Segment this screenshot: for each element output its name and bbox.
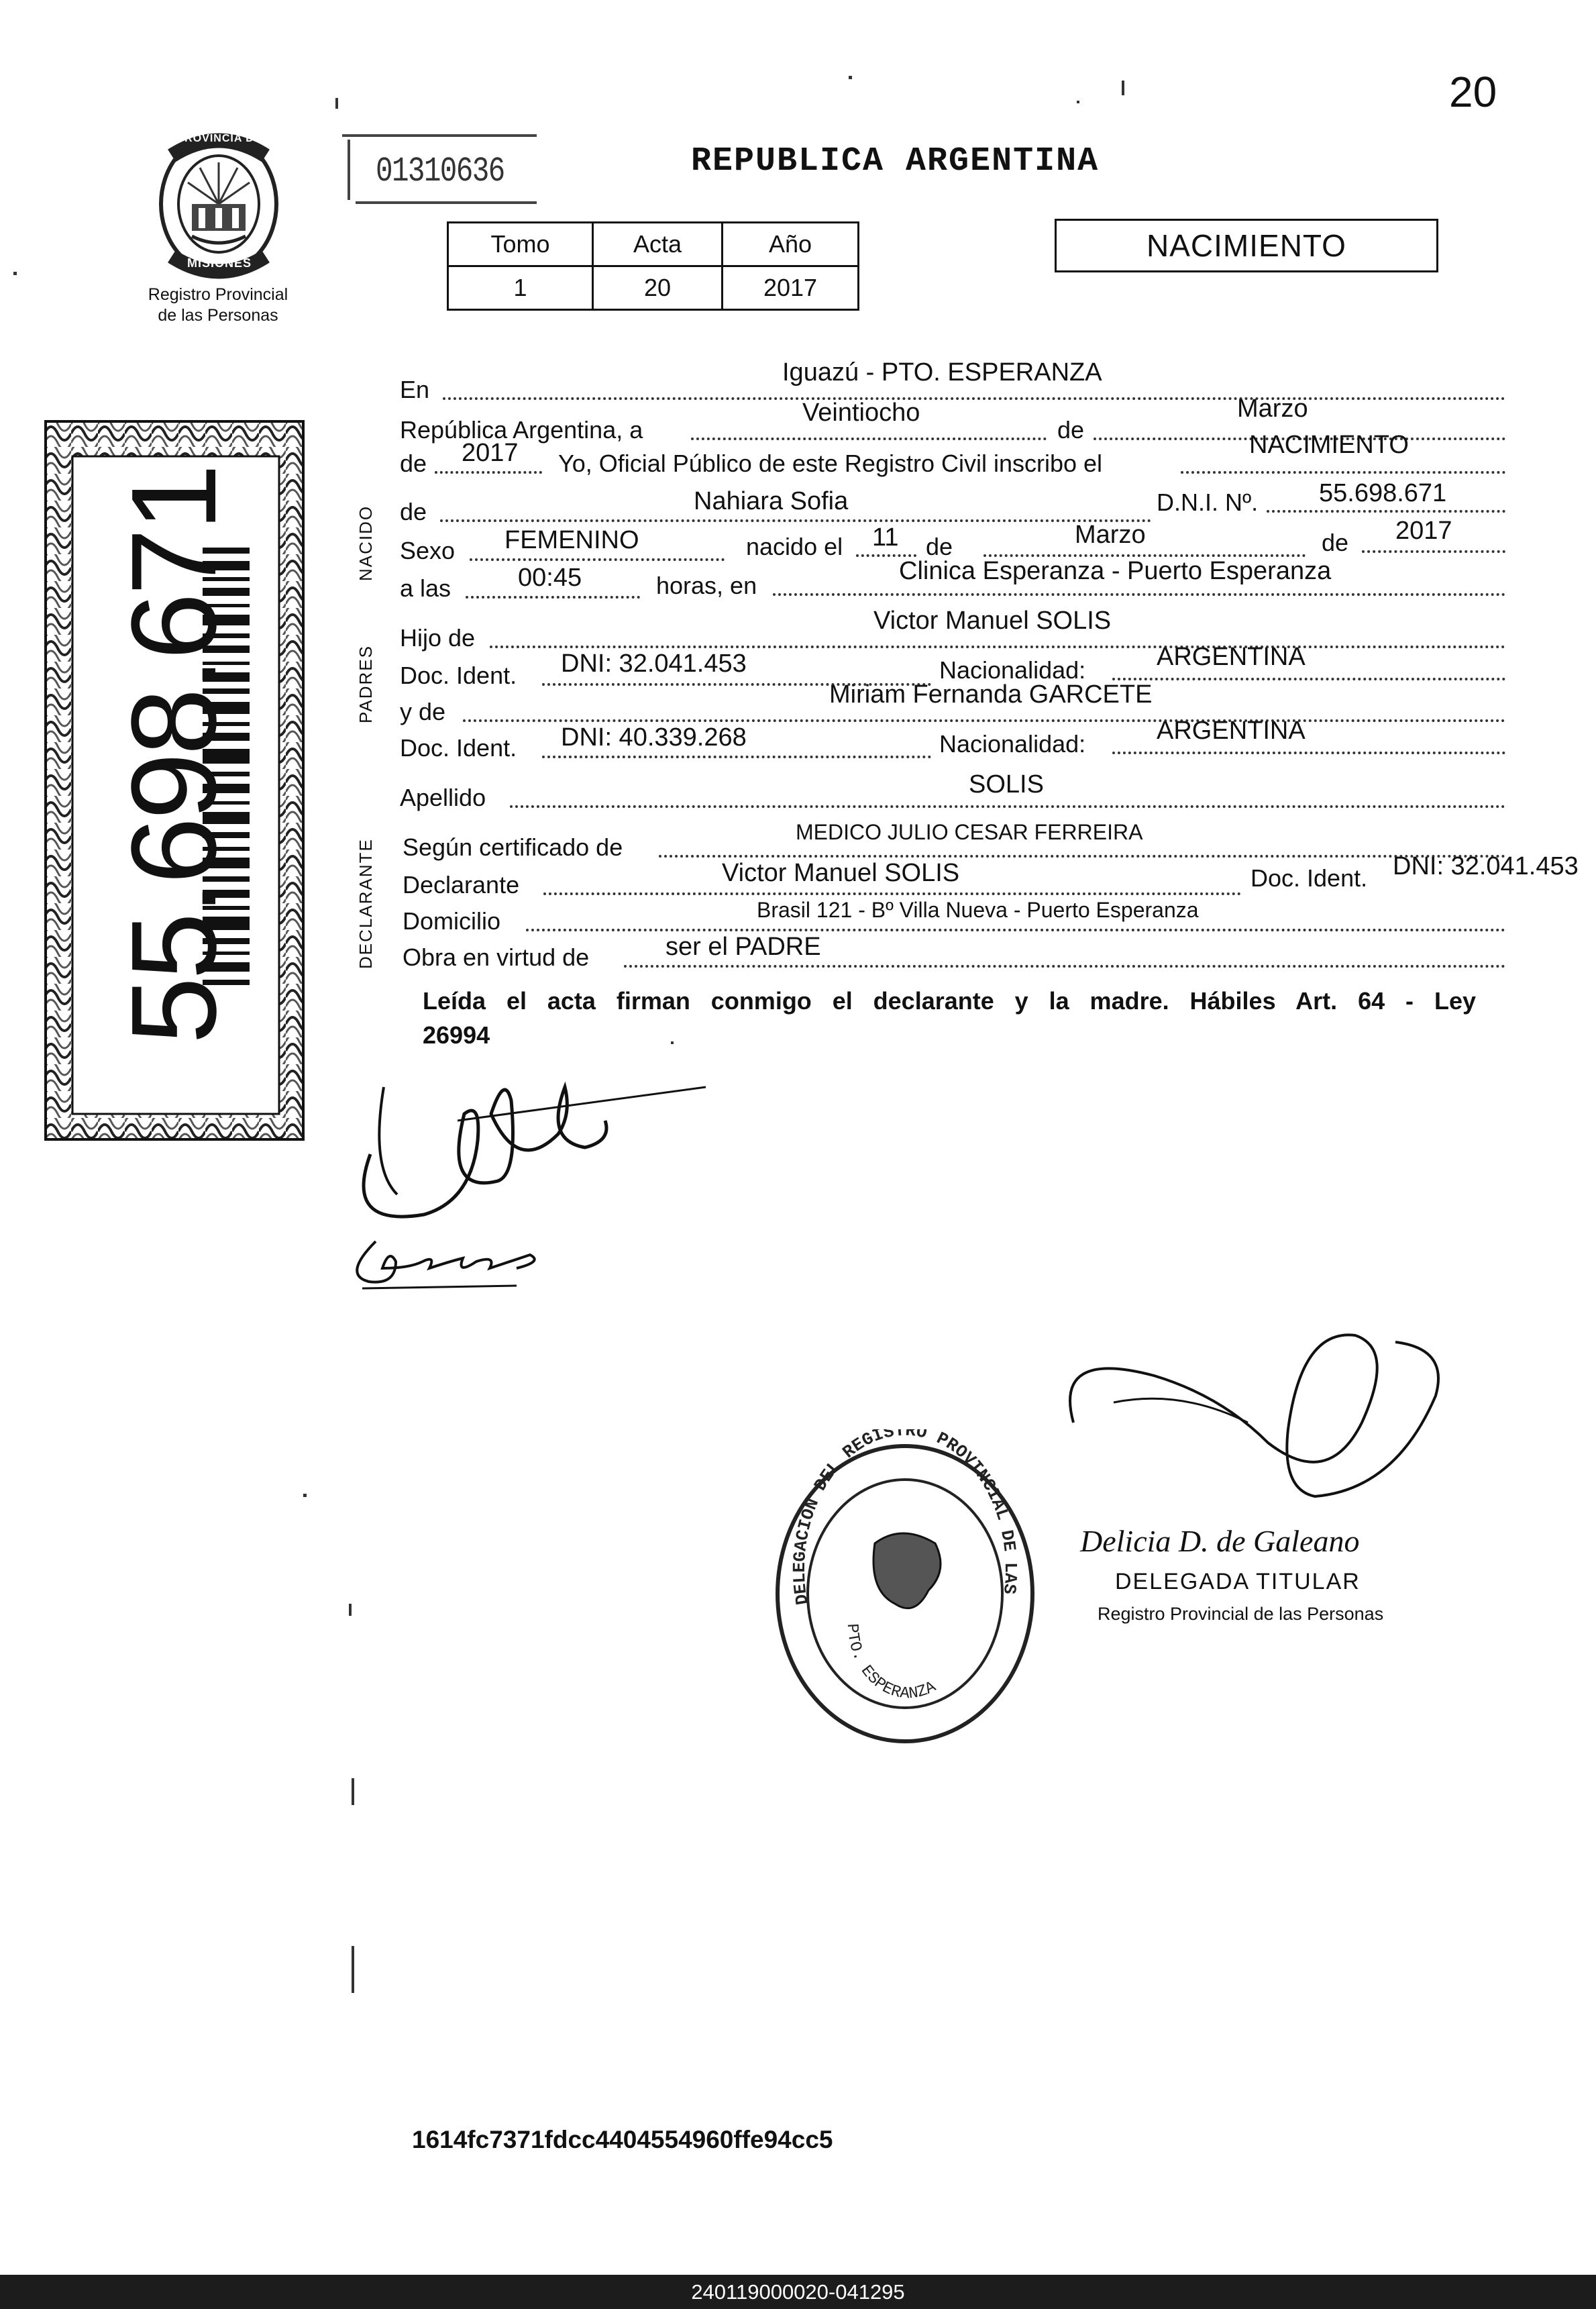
document-type: NACIMIENTO bbox=[1055, 219, 1438, 272]
dotted-line bbox=[440, 519, 1151, 522]
dni-large-text: 55.698.671 bbox=[107, 466, 242, 1044]
dni-barcode-card bbox=[44, 420, 305, 1141]
value-sex: FEMENINO bbox=[504, 526, 639, 554]
value-address: Brasil 121 - Bº Villa Nueva - Puerto Esperanza bbox=[757, 898, 1199, 922]
value-child-name: Nahiara Sofia bbox=[694, 487, 849, 515]
value-act-type: NACIMIENTO bbox=[1249, 431, 1409, 459]
serial-frame-side bbox=[348, 140, 350, 200]
value-birth-month: Marzo bbox=[1075, 521, 1146, 549]
registry-caption-line2: de las Personas bbox=[158, 306, 278, 325]
scan-speck bbox=[1077, 101, 1079, 103]
dotted-line bbox=[1362, 550, 1505, 553]
label-horas-en: horas, en bbox=[656, 572, 757, 599]
label-a-las: a las bbox=[400, 574, 451, 602]
record-header-acta: Acta bbox=[593, 223, 723, 266]
dotted-line bbox=[435, 471, 542, 474]
dotted-line bbox=[659, 855, 1505, 858]
dotted-line bbox=[510, 805, 1505, 808]
value-father-doc: DNI: 32.041.453 bbox=[561, 650, 747, 678]
value-surname: SOLIS bbox=[969, 770, 1044, 799]
scan-speck bbox=[849, 76, 852, 79]
value-year: 2017 bbox=[462, 439, 519, 467]
page-number: 20 bbox=[1449, 68, 1497, 116]
footer-code: 240119000020-041295 bbox=[0, 2275, 1596, 2309]
value-mother-doc: DNI: 40.339.268 bbox=[561, 723, 747, 752]
record-value-tomo: 1 bbox=[448, 266, 593, 310]
dotted-line bbox=[691, 438, 1047, 440]
dotted-line bbox=[543, 892, 1241, 895]
label-de-month: de bbox=[1057, 416, 1085, 444]
label-de-name: de bbox=[400, 498, 427, 525]
scan-speck bbox=[352, 1946, 354, 1993]
mother-signature bbox=[349, 1221, 550, 1295]
dotted-line bbox=[773, 593, 1505, 596]
scan-speck bbox=[335, 98, 338, 109]
record-header-ano: Año bbox=[723, 223, 859, 266]
dotted-line bbox=[463, 719, 1505, 722]
official-organization: Registro Provincial de las Personas bbox=[1098, 1604, 1384, 1624]
label-republica: República Argentina, a bbox=[400, 416, 643, 444]
stamp-inner-text: PTO. ESPERANZA bbox=[842, 1623, 939, 1704]
value-mother-nationality: ARGENTINA bbox=[1157, 717, 1306, 745]
dotted-line bbox=[1112, 752, 1505, 754]
label-de-birth-month: de bbox=[926, 533, 953, 560]
dotted-line bbox=[1267, 510, 1505, 513]
label-de-year: de bbox=[400, 450, 427, 477]
side-label-declarante: DECLARANTE bbox=[356, 838, 376, 969]
serial-frame-bottom bbox=[356, 201, 537, 204]
label-dni: D.N.I. Nº. bbox=[1157, 489, 1259, 516]
scan-speck bbox=[13, 272, 17, 275]
label-apellido: Apellido bbox=[400, 784, 486, 811]
scan-speck bbox=[349, 1604, 352, 1616]
record-value-acta: 20 bbox=[593, 266, 723, 310]
document-hash: 1614fc7371fdcc4404554960ffe94cc5 bbox=[412, 2126, 833, 2153]
value-father-nationality: ARGENTINA bbox=[1157, 643, 1306, 671]
closing-statement: Leída el acta firman conmigo el declarante y la madre. Hábiles Art. 64 - Ley bbox=[423, 987, 1476, 1015]
label-domicilio: Domicilio bbox=[403, 907, 501, 935]
record-value-row bbox=[448, 266, 859, 310]
record-value-ano: 2017 bbox=[723, 266, 859, 310]
label-doc-ident-father: Doc. Ident. bbox=[400, 662, 517, 689]
value-father-name: Victor Manuel SOLIS bbox=[873, 607, 1112, 635]
official-name: Delicia D. de Galeano bbox=[1080, 1524, 1360, 1558]
delegation-stamp bbox=[767, 1429, 1043, 1745]
dotted-line bbox=[443, 397, 1505, 400]
side-label-nacido: NACIDO bbox=[356, 505, 376, 581]
dotted-line bbox=[490, 646, 1505, 648]
value-declarant-name: Victor Manuel SOLIS bbox=[722, 859, 960, 887]
value-place-of-registry: Iguazú - PTO. ESPERANZA bbox=[782, 358, 1102, 387]
value-birth-time: 00:45 bbox=[518, 564, 582, 592]
value-birth-day: 11 bbox=[872, 523, 899, 552]
value-mother-name: Miriam Fernanda GARCETE bbox=[829, 680, 1153, 709]
official-signature bbox=[1047, 1322, 1449, 1523]
value-birth-place: Clinica Esperanza - Puerto Esperanza bbox=[899, 557, 1332, 585]
registry-caption bbox=[121, 285, 315, 326]
value-birth-year: 2017 bbox=[1395, 517, 1452, 545]
serial-number: 01310636 bbox=[376, 152, 504, 191]
scan-speck bbox=[671, 1041, 674, 1044]
value-declarant-role: ser el PADRE bbox=[666, 933, 821, 961]
dotted-line bbox=[1181, 471, 1505, 474]
value-declarant-doc: DNI: 32.041.453 bbox=[1393, 852, 1579, 880]
dotted-line bbox=[466, 596, 640, 599]
serial-frame-top bbox=[342, 134, 537, 137]
dotted-line bbox=[624, 965, 1505, 968]
dotted-line bbox=[542, 756, 931, 758]
label-de-birth-year: de bbox=[1322, 529, 1349, 556]
label-y-de: y de bbox=[400, 698, 446, 725]
seal-top-text: PROVINCIA DE bbox=[176, 133, 262, 144]
label-doc-ident-mother: Doc. Ident. bbox=[400, 734, 517, 762]
label-declarante: Declarante bbox=[403, 871, 520, 899]
value-certificate-issuer: MEDICO JULIO CESAR FERREIRA bbox=[796, 820, 1143, 844]
label-en: En bbox=[400, 376, 430, 403]
father-signature bbox=[343, 1060, 719, 1241]
label-obra-en-virtud: Obra en virtud de bbox=[403, 943, 590, 971]
dotted-line bbox=[470, 558, 725, 561]
label-oficial: Yo, Oficial Público de este Registro Civil inscribo el bbox=[558, 450, 1103, 477]
value-month: Marzo bbox=[1237, 395, 1308, 423]
label-segun-certificado: Según certificado de bbox=[403, 833, 623, 861]
dotted-line bbox=[526, 929, 1505, 931]
label-nacido-el: nacido el bbox=[746, 533, 843, 560]
value-dni: 55.698.671 bbox=[1319, 479, 1447, 507]
side-label-padres: PADRES bbox=[356, 645, 376, 723]
label-nacionalidad-mother: Nacionalidad: bbox=[939, 730, 1086, 758]
stamp-outer-text: DELEGACION DEL REGISTRO PROVINCIAL DE LAS bbox=[789, 1429, 1021, 1606]
scan-speck bbox=[352, 1778, 354, 1805]
record-table bbox=[447, 221, 859, 311]
closing-statement-line2: 26994 bbox=[423, 1021, 490, 1049]
label-doc-ident-declarant: Doc. Ident. bbox=[1251, 864, 1368, 892]
label-sexo: Sexo bbox=[400, 537, 456, 564]
country-title: REPUBLICA ARGENTINA bbox=[691, 142, 1100, 181]
record-header-tomo: Tomo bbox=[448, 223, 593, 266]
scan-speck bbox=[1122, 81, 1124, 95]
seal-bottom-text: MISIONES bbox=[187, 256, 252, 270]
registry-caption-line1: Registro Provincial bbox=[148, 285, 288, 304]
label-hijo-de: Hijo de bbox=[400, 624, 476, 652]
record-header-row bbox=[448, 223, 859, 266]
label-nacionalidad-father: Nacionalidad: bbox=[939, 656, 1086, 684]
value-day: Veintiocho bbox=[802, 399, 920, 427]
dotted-line bbox=[1112, 678, 1505, 680]
scan-speck bbox=[303, 1494, 307, 1497]
official-title: DELEGADA TITULAR bbox=[1115, 1569, 1361, 1594]
